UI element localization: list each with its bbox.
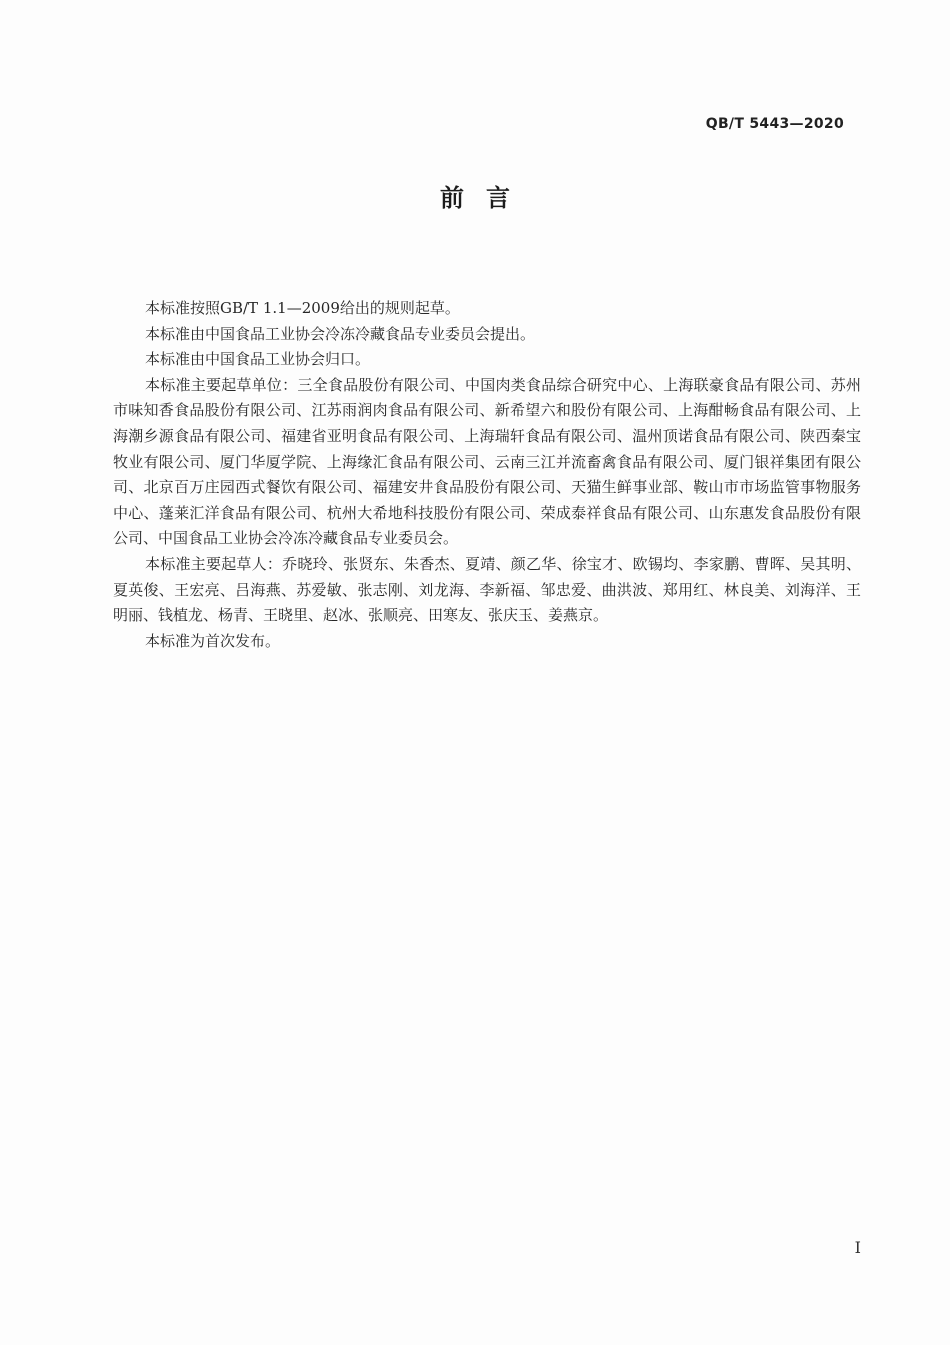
paragraph-drafting-units: 本标准主要起草单位：三全食品股份有限公司、中国肉类食品综合研究中心、上海联豪食品有限公司、苏州市味知香食品股份有限公司、江苏雨润肉食品有限公司、新希望六和股份有限公司、上海酣畅食品有限公司、上海潮乡源食品有限公司、福建省亚明食品有限公司、上海瑞轩食品有限公司、温州顶诺食品有限公司、陕西秦宝牧业有限公司、厦门华厦学院、上海缘汇食品有限公司、云南三江并流畜禽食品有限公司、厦门银祥集团有限公司、北京百万庄园西式餐饮有限公司、福建安井食品股份有限公司、天猫生鲜事业部、鞍山市市场监管事物服务中心、蓬莱汇洋食品有限公司、杭州大希地科技股份有限公司、荣成泰祥食品有限公司、山东惠发食品股份有限公司、中国食品工业协会冷冻冷藏食品专业委员会。 [113,375,861,548]
paragraph-proposer: 本标准由中国食品工业协会冷冻冷藏食品专业委员会提出。 [145,324,536,343]
paragraph-centralized-unit: 本标准由中国食品工业协会归口。 [145,350,371,369]
page-title: 前言 [440,184,532,212]
paragraph-drafting-rules: 本标准按照GB/T 1.1—2009给出的规则起草。 [145,299,460,317]
standard-code: QB/T 5443—2020 [705,116,844,132]
paragraph-drafters: 本标准主要起草人：乔晓玲、张贤东、朱香杰、夏靖、颜乙华、徐宝才、欧锡均、李家鹏、曹晖、吴其明、夏英俊、王宏亮、吕海燕、苏爱敏、张志刚、刘龙海、李新福、邹忠爱、曲洪波、郑用红、林良美、刘海洋、王明丽、钱植龙、杨青、王晓里、赵冰、张顺亮、田寒友、张庆玉、姜燕京。 [113,554,861,625]
foreword-body [113,296,861,654]
paragraph-first-release: 本标准为首次发布。 [145,631,281,650]
page-number: I [854,1238,861,1257]
